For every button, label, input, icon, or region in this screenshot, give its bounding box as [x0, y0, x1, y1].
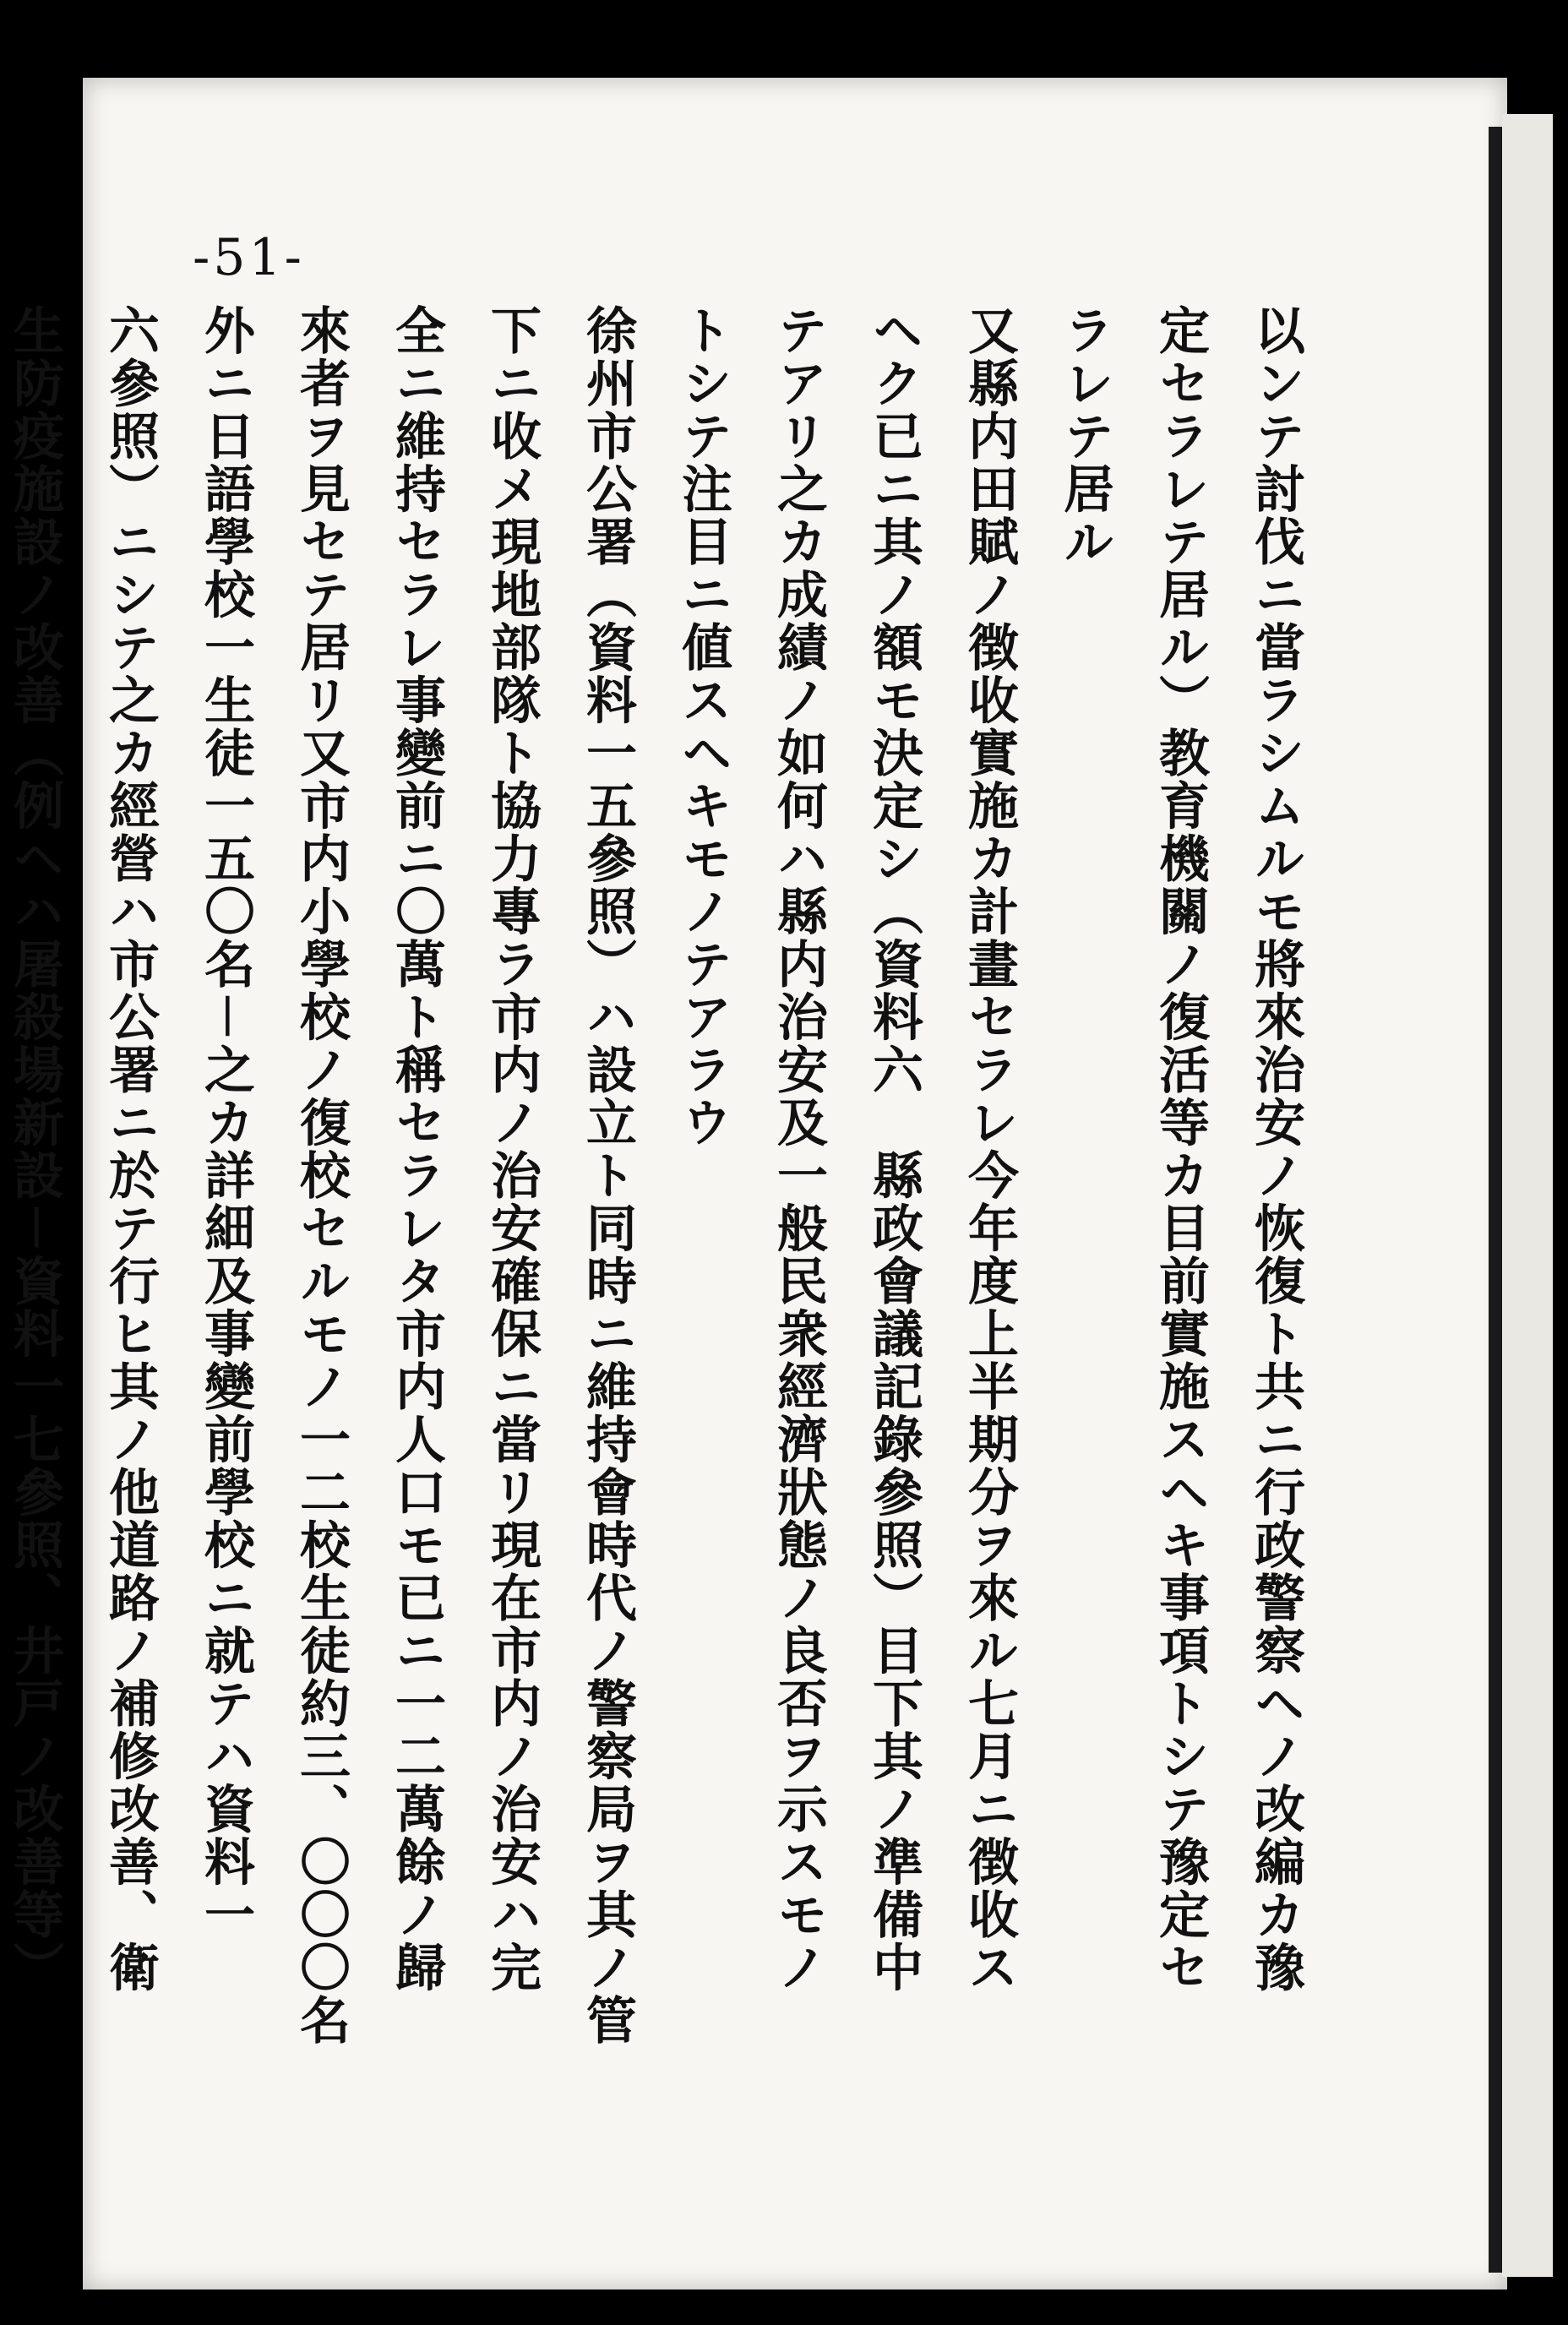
text-column: 六參照）ニシテ之カ經營ハ市公署ニ於テ行ヒ其ノ他道路ノ補修改善、衛	[101, 304, 160, 1994]
text-column: 下ニ收メ現地部隊ト協力專ラ市内ノ治安確保ニ當リ現在市内ノ治安ハ完	[482, 304, 542, 1994]
text-column: ヘク已ニ其ノ額モ決定シ（資料六 縣政會議記錄參照）目下其ノ準備中	[864, 304, 923, 1994]
text-column: トシテ注目ニ値スヘキモノテアラウ	[673, 304, 732, 1149]
text-column: 又縣内田賦ノ徴收實施カ計畫セラレ今年度上半期分ヲ來ル七月ニ徴收ス	[960, 304, 1019, 1994]
text-column: 生防疫施設ノ改善（例ヘハ屠殺場新設－資料一七參照、井戸ノ改善等）	[5, 304, 64, 1994]
text-column: テアリ之カ成績ノ如何ハ縣内治安及一般民衆經濟狀態ノ良否ヲ示スモノ	[769, 304, 828, 1994]
adjacent-page-strip	[1502, 114, 1553, 2277]
text-column: 徐州市公署（資料一五參照）ハ設立ト同時ニ維持會時代ノ警察局ヲ其ノ管	[578, 304, 637, 2047]
text-column: 外ニ日語學校一生徒一五〇名－之カ詳細及事變前學校ニ就テハ資料一	[196, 304, 255, 1941]
text-column: 以ンテ討伐ニ當ラシムルモ將來治安ノ恢復ト共ニ行政警察ヘノ改編カ豫	[1246, 304, 1305, 1994]
text-column: 來者ヲ見セテ居リ又市内小學校ノ復校セルモノ一二校生徒約三、〇〇〇名	[291, 304, 351, 2047]
document-text	[0, 304, 1323, 2121]
text-column: 全ニ維持セラレ事變前ニ〇萬ト稱セラレタ市内人口モ已ニ一二萬餘ノ歸	[387, 304, 446, 1994]
page-edge-shadow	[1489, 127, 1502, 2273]
page-number: -51-	[193, 228, 305, 287]
text-column: ラレテ居ル	[1055, 304, 1114, 569]
text-column: 定セラレテ居ル）教育機關ノ復活等カ目前實施スヘキ事項トシテ豫定セ	[1151, 304, 1210, 1994]
